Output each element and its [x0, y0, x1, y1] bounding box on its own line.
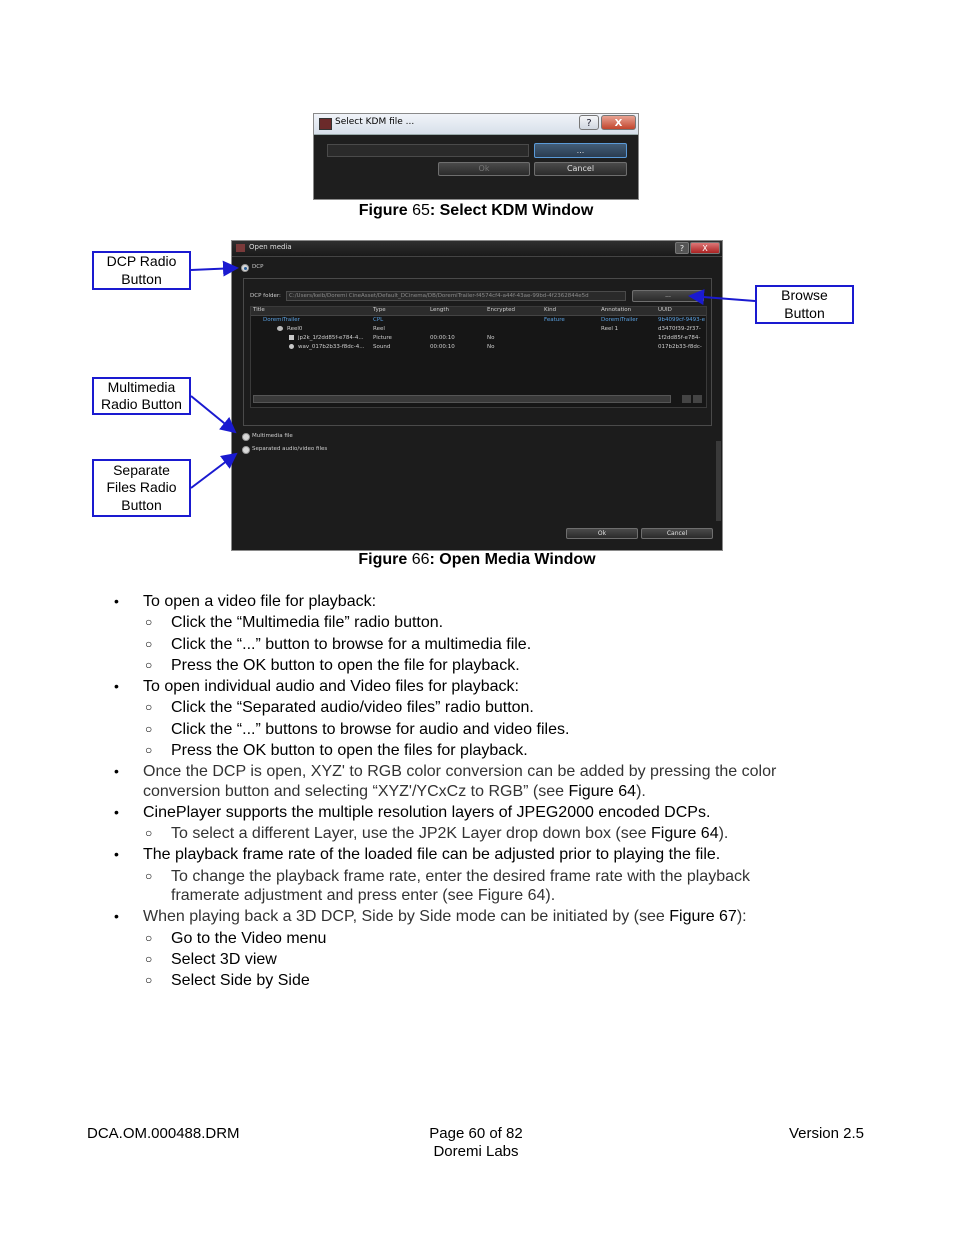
sub-bullet: ○ [145, 637, 153, 651]
om-ok-button[interactable]: Ok [566, 528, 638, 539]
text-line: To change the playback frame rate, enter the desired frame rate with the playback [171, 868, 750, 885]
text-run: conversion button and selecting “XYZ'/YCxCz to RGB” (see [143, 783, 569, 800]
column-header[interactable]: Length [430, 307, 449, 313]
dcp-folder-value: C:/Users/keib/Doremi CineAsset/Default_DCinema/DB/DoremiTrailer-f4574cf4-a44f-43ae-99bd-4f2362844e5d [289, 293, 589, 299]
callout-line: Multimedia [107, 378, 176, 395]
multimedia-radio-label: Multimedia file [252, 433, 293, 439]
sub-bullet: ○ [145, 952, 153, 966]
footer-version: Version 2.5 [788, 1125, 864, 1142]
close-icon[interactable]: X [690, 242, 720, 254]
help-icon[interactable]: ? [579, 115, 599, 130]
arrow-multimedia-radio [191, 396, 235, 432]
footer-doc-id: DCA.OM.000488.DRM [87, 1125, 240, 1142]
text-line [171, 825, 728, 843]
callout-line: Button [121, 496, 162, 513]
cell-type: Reel [373, 326, 385, 332]
callout-line: Button [121, 270, 162, 287]
text-line: Click the “...” button to browse for a multimedia file. [171, 636, 532, 653]
text-line: Select 3D view [171, 951, 277, 968]
arrow-browse [690, 296, 755, 301]
column-header[interactable]: UUID [658, 307, 672, 313]
callout-line: Radio Button [101, 396, 182, 412]
sub-bullet: ○ [145, 869, 153, 883]
text-line: Press the OK button to open the files for playback. [171, 742, 528, 759]
kdm-cancel-button[interactable]: Cancel [534, 162, 627, 176]
text-line: Once the DCP is open, XYZ' to RGB color conversion can be added by pressing the color [143, 763, 777, 780]
text-line [143, 908, 747, 926]
om-window-title: Open media [249, 243, 292, 251]
caption-text: : Select KDM Window [429, 202, 594, 219]
arrow-dcp-radio [191, 268, 237, 270]
dcp-browse-button[interactable]: ... [632, 290, 704, 302]
caption-prefix: Figure [358, 202, 413, 219]
help-icon[interactable]: ? [675, 242, 689, 254]
cell-annotation: Reel 1 [601, 326, 619, 332]
text-run: To select a different Layer, use the JP2K Layer drop down box (see [171, 825, 651, 842]
text-run: ). [636, 783, 646, 800]
text-line: The playback frame rate of the loaded file can be adjusted prior to playing the file. [143, 846, 721, 863]
cell-title: wav_017b2b33-f8dc-4... [298, 344, 365, 350]
caption-number: 65 [412, 202, 430, 219]
text-line [143, 783, 646, 801]
bullet: • [114, 908, 119, 924]
cell-length: 00:00:10 [430, 335, 455, 341]
sub-bullet: ○ [145, 826, 153, 840]
kdm-window-title: Select KDM file ... [335, 117, 415, 127]
cell-type: CPL [373, 317, 384, 323]
caption-prefix: Figure [358, 551, 412, 568]
bullet: • [114, 678, 119, 694]
bullet: • [114, 804, 119, 820]
text-line: Select Side by Side [171, 972, 310, 989]
cell-type: Sound [373, 344, 391, 350]
footer-page-number: Page 60 of 82 [429, 1125, 523, 1142]
callout-line: DCP Radio [106, 253, 177, 269]
text-line: Press the OK button to open the file for playback. [171, 657, 520, 674]
cell-title: Reel0 [287, 326, 303, 332]
cell-title: DoremiTrailer [263, 317, 300, 323]
cell-encrypted: No [487, 344, 495, 350]
sub-bullet: ○ [145, 700, 153, 714]
bullet: • [114, 593, 119, 609]
sub-bullet: ○ [145, 722, 153, 736]
sub-bullet: ○ [145, 615, 153, 629]
text-line: Click the “Multimedia file” radio button. [171, 614, 444, 631]
cell-uuid: 9b4099cf-9493-e [658, 317, 705, 323]
sub-bullet: ○ [145, 743, 153, 757]
cell-uuid: 1f2dd85f-e784- [658, 335, 701, 341]
caption-text: : Open Media Window [429, 551, 596, 568]
text-line: To open individual audio and Video files for playback: [143, 678, 519, 695]
close-icon[interactable]: X [601, 115, 636, 130]
figure-64-reference[interactable]: Figure 64 [651, 825, 719, 842]
sub-bullet: ○ [145, 973, 153, 987]
text-run: ). [718, 825, 729, 842]
callout-line: Separate [113, 461, 170, 478]
cell-length: 00:00:10 [430, 344, 455, 350]
cell-annotation: DoremiTrailer [601, 317, 638, 323]
cell-title: jp2k_1f2dd85f-e784-4... [298, 335, 364, 341]
callout-line: Browse [781, 287, 828, 303]
text-run: ): [736, 908, 747, 925]
text-line: To open a video file for playback: [143, 593, 377, 610]
text-line: CinePlayer supports the multiple resolution layers of JPEG2000 encoded DCPs. [143, 804, 711, 821]
cell-type: Picture [373, 335, 392, 341]
column-header[interactable]: Title [253, 307, 265, 313]
callout-line: Button [784, 304, 825, 321]
cell-encrypted: No [487, 335, 495, 341]
bullet: • [114, 846, 119, 862]
column-header[interactable]: Type [373, 307, 386, 313]
footer-company: Doremi Labs [433, 1143, 519, 1160]
separated-files-radio-label: Separated audio/video files [252, 446, 328, 452]
figure-64-reference[interactable]: Figure 64 [568, 783, 637, 800]
om-cancel-button[interactable]: Cancel [641, 528, 713, 539]
caption-number: 66 [411, 551, 430, 568]
text-line: Click the “...” buttons to browse for audio and video files. [171, 721, 570, 738]
arrow-separate-files-radio [191, 454, 236, 488]
figure-67-reference[interactable]: Figure 67 [669, 908, 737, 925]
text-line: Go to the Video menu [171, 930, 327, 947]
dcp-radio-label: DCP [252, 264, 264, 270]
text-run: When playing back a 3D DCP, Side by Side mode can be initiated by (see [143, 908, 670, 925]
cell-uuid: d3470f39-2f37- [658, 326, 701, 332]
cell-kind: Feature [544, 317, 565, 323]
text-line: framerate adjustment and press enter (see Figure 64). [171, 887, 556, 904]
callout-line: Files Radio [106, 479, 177, 496]
cell-uuid: 017b2b33-f8dc- [658, 344, 702, 350]
kdm-browse-button[interactable]: ... [534, 143, 627, 158]
bullet: • [114, 763, 119, 779]
sub-bullet: ○ [145, 658, 153, 672]
dcp-folder-label: DCP folder: [250, 293, 281, 299]
kdm-ok-button[interactable]: Ok [438, 162, 530, 176]
column-header[interactable]: Annotation [601, 307, 632, 313]
column-header[interactable]: Kind [544, 307, 557, 313]
column-header[interactable]: Encrypted [487, 307, 516, 313]
sub-bullet: ○ [145, 931, 153, 945]
text-line: Click the “Separated audio/video files” radio button. [171, 699, 534, 716]
